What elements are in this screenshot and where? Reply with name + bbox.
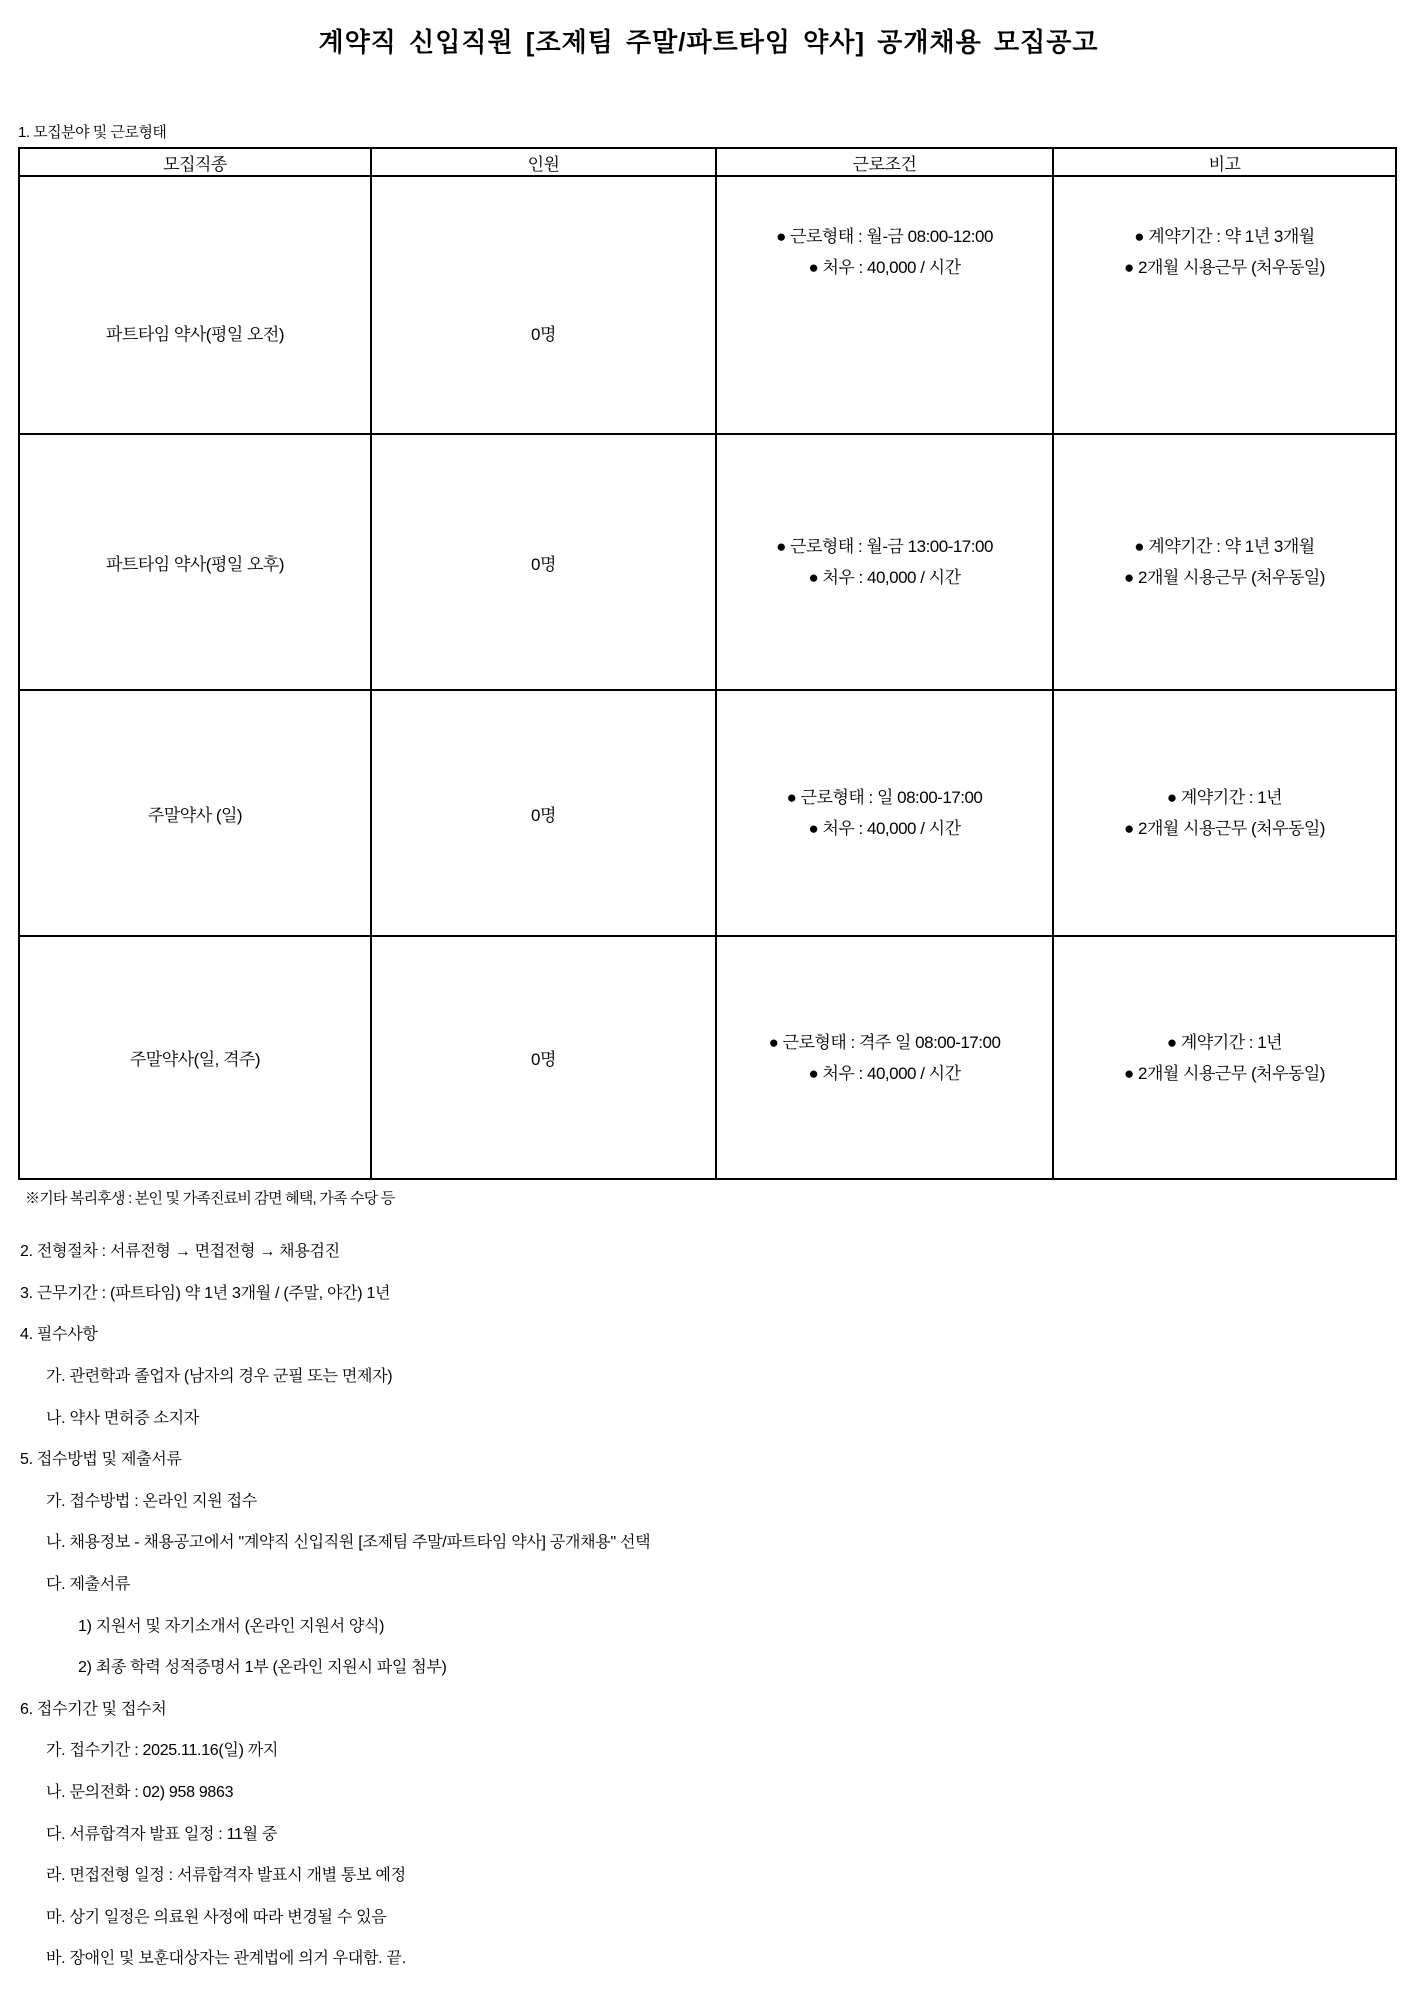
notes-cell	[1053, 690, 1396, 936]
doc-line-application-method: 가. 접수방법 : 온라인 지원 접수	[46, 1492, 257, 1510]
job-label: 주말약사(일, 격주)	[129, 1050, 261, 1069]
note-line: ● 계약기간 : 1년	[1166, 788, 1283, 807]
doc-line-documents-heading: 다. 제출서류	[46, 1576, 131, 1594]
note-line: ● 2개월 시용근무 (처우동일)	[1124, 819, 1325, 838]
table-header-row	[19, 148, 1396, 176]
count-label: 0명	[531, 324, 556, 344]
count-cell	[371, 690, 716, 936]
doc-line-interview: 라. 면접전형 일정 : 서류합격자 발표시 개별 통보 예정	[46, 1867, 406, 1885]
condition-line: ● 근로형태 : 월-금 08:00-12:00	[776, 227, 993, 246]
doc-line-document-2: 2) 최종 학력 성적증명서 1부 (온라인 지원시 파일 첨부)	[78, 1659, 447, 1677]
count-label: 0명	[531, 805, 556, 825]
conditions-cell	[716, 690, 1053, 936]
doc-line-period-heading: 6. 접수기간 및 접수처	[20, 1700, 167, 1718]
doc-line-deadline: 가. 접수기간 : 2025.11.16(일) 까지	[46, 1742, 279, 1760]
condition-line: ● 처우 : 40,000 / 시간	[808, 258, 961, 277]
count-cell	[371, 434, 716, 690]
document-body	[0, 1229, 1417, 1978]
job-label: 파트타임 약사(평일 오후)	[106, 554, 284, 574]
recruit-table	[18, 147, 1397, 1180]
header-notes: 비고	[1053, 148, 1396, 176]
count-cell	[371, 936, 716, 1179]
section1-heading: 1. 모집분야 및 근로형태	[18, 124, 167, 141]
notes-cell	[1053, 176, 1396, 434]
condition-line: ● 근로형태 : 월-금 13:00-17:00	[776, 537, 993, 556]
note-line: ● 계약기간 : 약 1년 3개월	[1134, 537, 1315, 556]
doc-line-requirements-heading: 4. 필수사항	[20, 1326, 98, 1344]
doc-line-preference: 바. 장애인 및 보훈대상자는 관계법에 의거 우대함. 끝.	[46, 1950, 406, 1968]
count-label: 0명	[531, 1050, 556, 1069]
note-line: ● 2개월 시용근무 (처우동일)	[1124, 1063, 1325, 1083]
header-count: 인원	[371, 148, 716, 176]
doc-line-application-selection: 나. 채용정보 - 채용공고에서 "계약직 신입직원 [조제팀 주말/파트타임 약사] 공개채용" 선택	[46, 1534, 651, 1552]
job-cell	[19, 936, 371, 1179]
note-line: ● 2개월 시용근무 (처우동일)	[1124, 258, 1325, 277]
doc-line-procedure: 2. 전형절차 : 서류전형 → 면접전형 → 채용검진	[20, 1243, 340, 1261]
doc-line-work-period: 3. 근무기간 : (파트타임) 약 1년 3개월 / (주말, 야간) 1년	[20, 1284, 391, 1302]
conditions-cell	[716, 176, 1053, 434]
job-cell	[19, 176, 371, 434]
condition-line: ● 근로형태 : 일 08:00-17:00	[786, 788, 983, 807]
table-footnote: ※기타 복리후생 : 본인 및 가족진료비 감면 혜택, 가족 수당 등	[25, 1190, 395, 1207]
job-label: 주말약사 (일)	[147, 805, 243, 825]
notes-cell	[1053, 936, 1396, 1179]
table-row	[19, 690, 1396, 936]
doc-line-document-1: 1) 지원서 및 자기소개서 (온라인 지원서 양식)	[78, 1617, 385, 1635]
job-cell	[19, 690, 371, 936]
job-cell	[19, 434, 371, 690]
count-label: 0명	[531, 554, 556, 574]
table-row	[19, 176, 1396, 434]
doc-line-requirement-b: 나. 약사 면허증 소지자	[46, 1409, 199, 1427]
doc-line-announcement: 다. 서류합격자 발표 일정 : 11월 중	[46, 1825, 278, 1843]
notes-cell	[1053, 434, 1396, 690]
note-line: ● 계약기간 : 1년	[1166, 1032, 1283, 1052]
header-conditions: 근로조건	[716, 148, 1053, 176]
condition-line: ● 처우 : 40,000 / 시간	[808, 568, 961, 587]
condition-line: ● 근로형태 : 격주 일 08:00-17:00	[768, 1032, 1001, 1052]
condition-line: ● 처우 : 40,000 / 시간	[808, 819, 961, 838]
job-label: 파트타임 약사(평일 오전)	[106, 324, 284, 344]
doc-line-phone: 나. 문의전화 : 02) 958 9863	[46, 1784, 234, 1802]
note-line: ● 2개월 시용근무 (처우동일)	[1124, 568, 1325, 587]
doc-line-schedule-change: 마. 상기 일정은 의료원 사정에 따라 변경될 수 있음	[46, 1908, 387, 1926]
conditions-cell	[716, 434, 1053, 690]
page-title: 계약직 신입직원 [조제팀 주말/파트타임 약사] 공개채용 모집공고	[318, 27, 1099, 57]
doc-line-application-heading: 5. 접수방법 및 제출서류	[20, 1451, 182, 1469]
count-cell	[371, 176, 716, 434]
note-line: ● 계약기간 : 약 1년 3개월	[1134, 227, 1315, 246]
table-row	[19, 936, 1396, 1179]
conditions-cell	[716, 936, 1053, 1179]
table-row	[19, 434, 1396, 690]
header-job: 모집직종	[19, 148, 371, 176]
doc-line-requirement-a: 가. 관련학과 졸업자 (남자의 경우 군필 또는 면제자)	[46, 1368, 393, 1386]
condition-line: ● 처우 : 40,000 / 시간	[808, 1063, 961, 1083]
